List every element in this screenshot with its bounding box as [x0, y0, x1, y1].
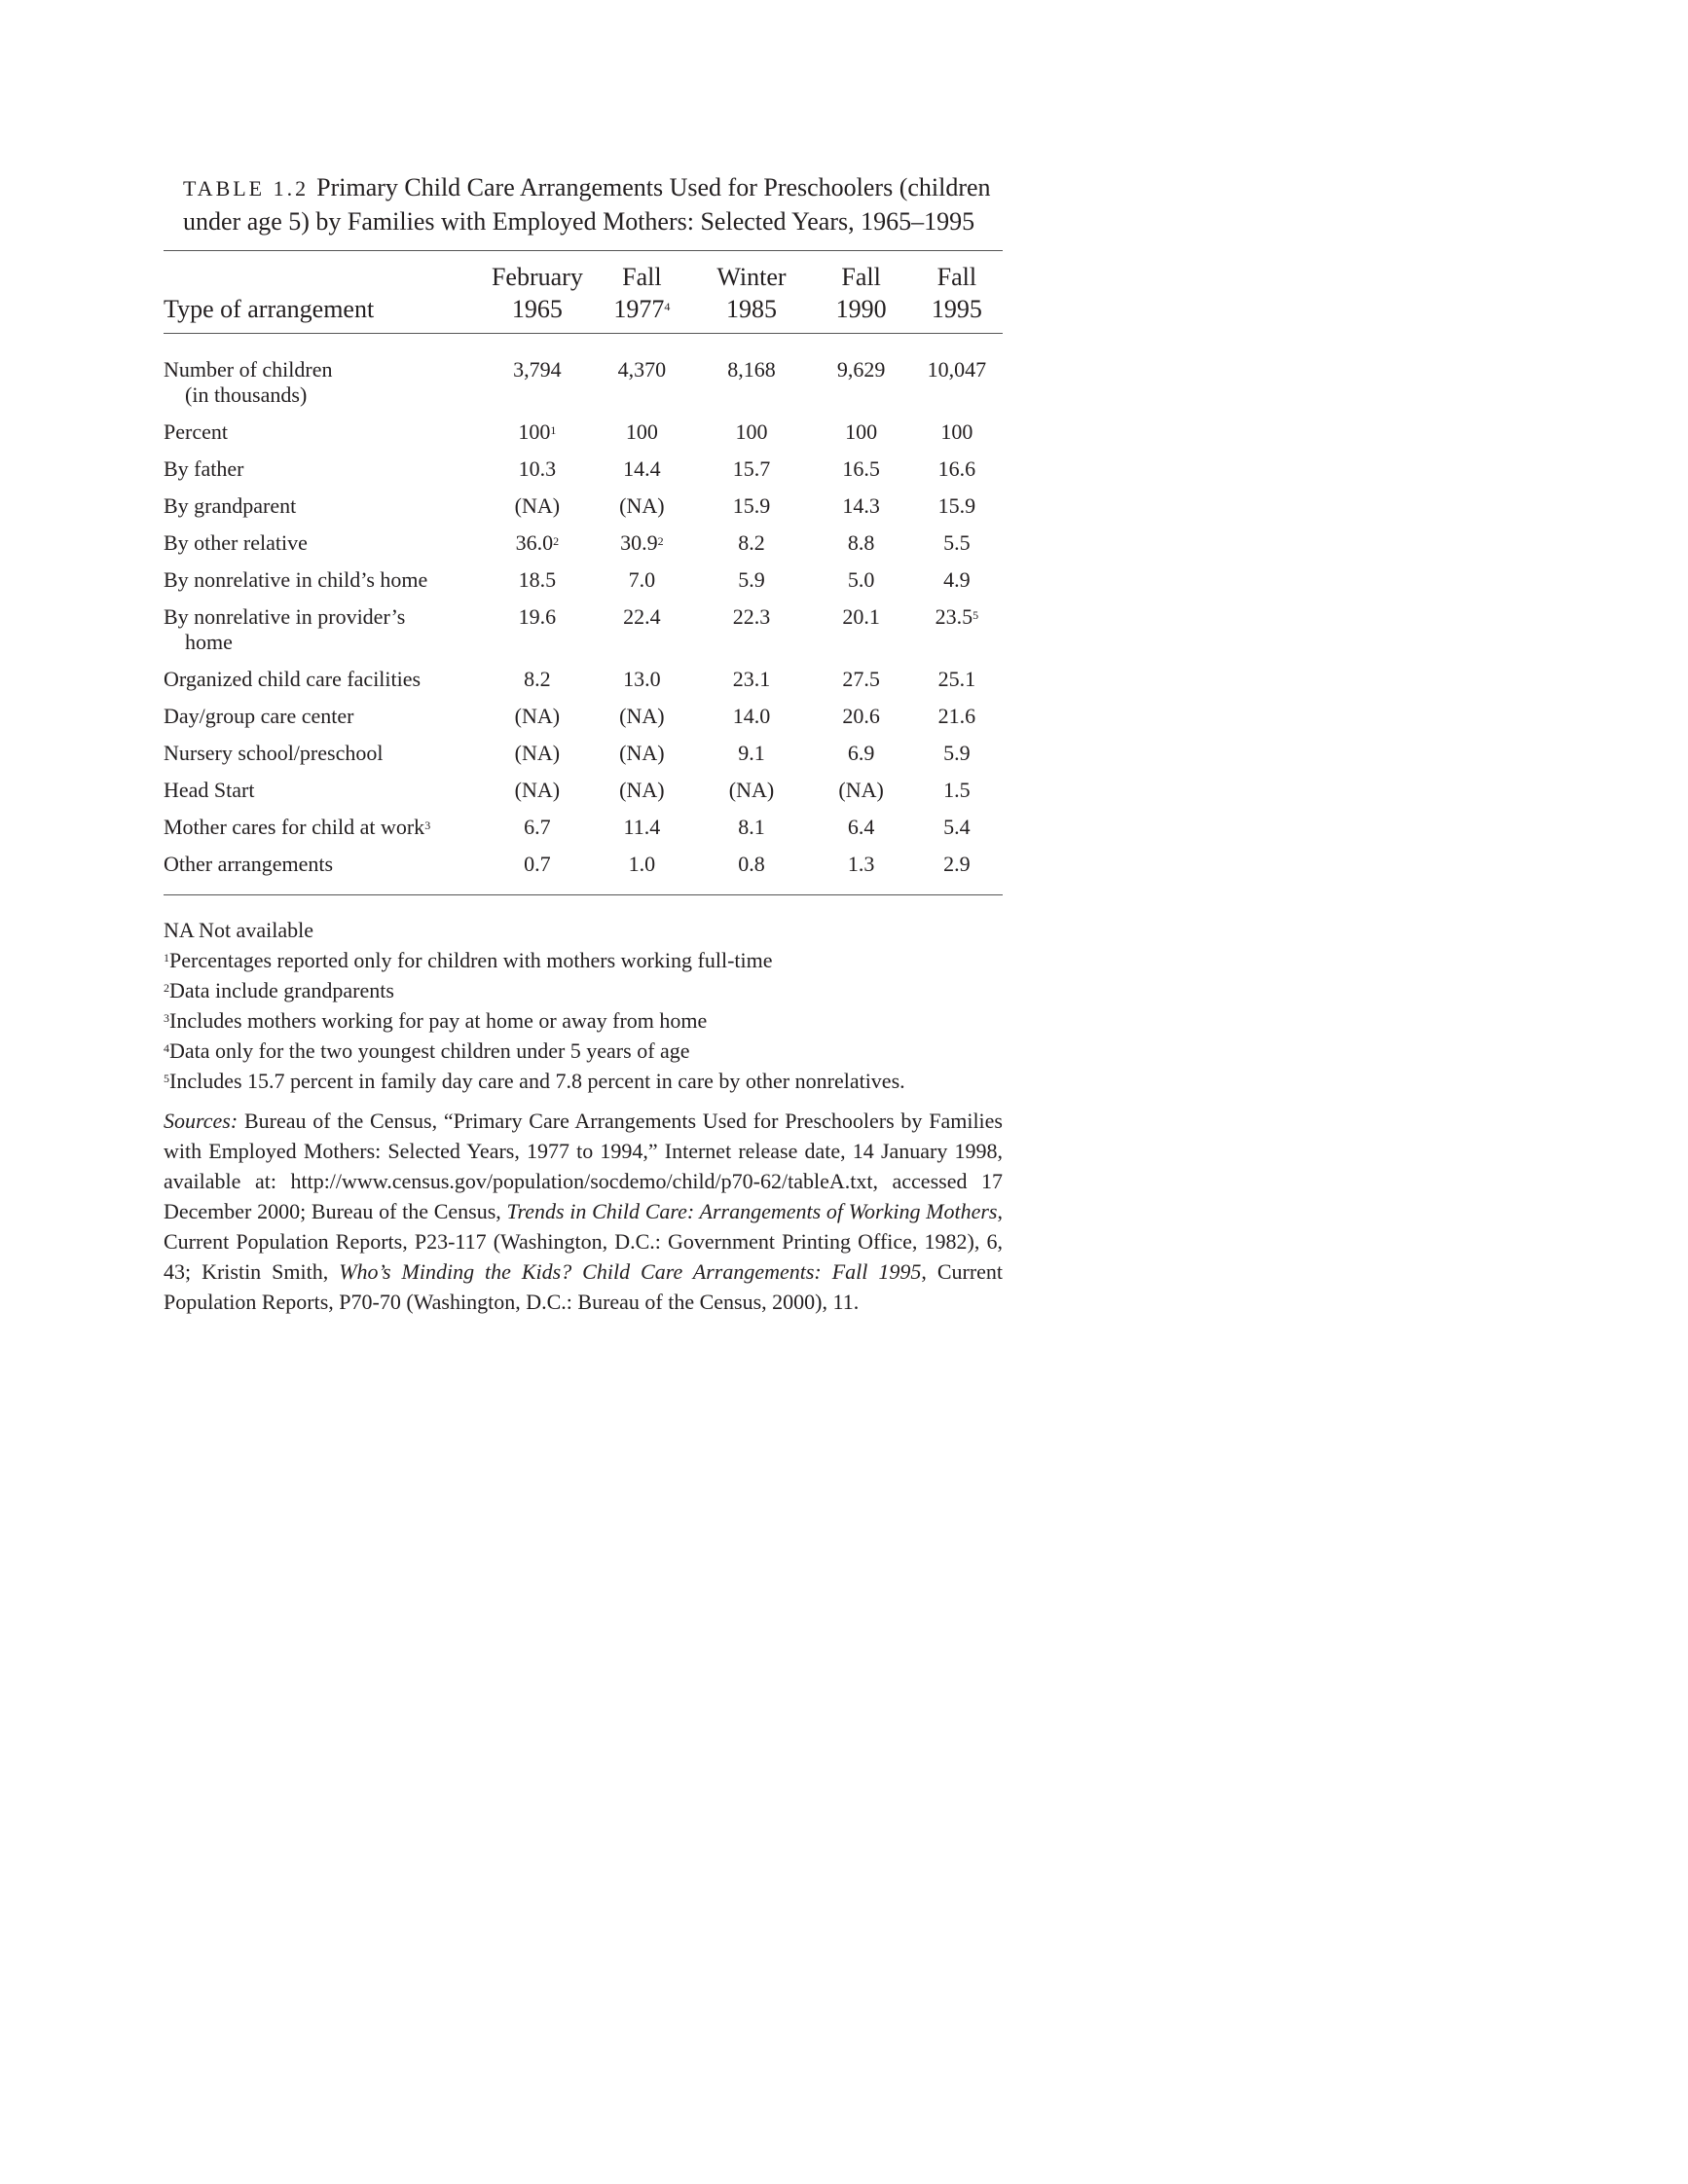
table-cell: 19.6	[518, 604, 557, 629]
table-cell: (NA)	[728, 778, 775, 802]
table-cell: 10,047	[927, 357, 987, 382]
row-label: Head Start	[164, 778, 255, 802]
table-notes	[164, 915, 1003, 1096]
table-label: TABLE 1.2	[183, 176, 310, 200]
row-label: By nonrelative in provider’s home	[164, 604, 406, 654]
table-cell: 0.7	[524, 852, 551, 876]
table-cell: 30.9$^2$	[620, 530, 664, 555]
table-cell: 14.4	[623, 456, 661, 481]
table-cell: 8.2	[738, 530, 765, 555]
table-cell: 15.9	[732, 493, 771, 518]
table-cell: 3,794	[513, 357, 562, 382]
table-cell: 36.0$^2$	[515, 530, 560, 555]
table-row	[164, 525, 1003, 562]
column-header-feb-1965: February 1965	[491, 263, 583, 323]
table-caption	[164, 171, 1003, 238]
table-cell: 1.5	[943, 778, 971, 802]
table-row	[164, 735, 1003, 772]
row-label: Mother cares for child at work$^3$	[164, 815, 431, 839]
table-cell: 8.2	[524, 667, 551, 691]
table-cell: 22.4	[623, 604, 661, 629]
table-row	[164, 599, 1003, 661]
sources-title-1: Trends in Child Care: Arrangements of Working Mothers	[506, 1199, 998, 1223]
column-header-fall-1995: Fall 1995	[931, 263, 982, 323]
table-row	[164, 772, 1003, 809]
table-cell: 25.1	[937, 667, 976, 691]
table-cell: 4.9	[943, 567, 971, 592]
table-cell: 9,629	[836, 357, 886, 382]
row-label: Percent	[164, 419, 228, 444]
table-cell: 100	[940, 419, 973, 444]
sources-title-2: Who’s Minding the Kids? Child Care Arrangements: Fall 1995	[339, 1259, 922, 1284]
sources-label: Sources:	[164, 1109, 239, 1133]
table-cell: 20.6	[842, 704, 880, 728]
column-header-fall-1990: Fall 1990	[835, 263, 887, 323]
table-cell: (NA)	[838, 778, 884, 802]
table-cell: 6.4	[847, 815, 875, 839]
table-cell: 8.8	[847, 530, 875, 555]
table-cell: 6.9	[847, 741, 875, 765]
footnote: NA Not available	[164, 918, 313, 942]
table-cell: 21.6	[937, 704, 976, 728]
table-cell: 9.1	[738, 741, 765, 765]
row-label: By grandparent	[164, 493, 297, 518]
table-cell: 0.8	[738, 852, 765, 876]
table-row	[164, 334, 1003, 414]
row-label: Number of children (in thousands)	[164, 357, 333, 407]
table-cell: 7.0	[628, 567, 656, 592]
table-cell: 15.9	[937, 493, 976, 518]
table-header-row	[164, 251, 1003, 333]
table-row	[164, 562, 1003, 599]
row-label: Nursery school/preschool	[164, 741, 384, 765]
table-cell: (NA)	[514, 493, 561, 518]
table-cell: 10.3	[518, 456, 557, 481]
table-title-line2: under age 5) by Families with Employed Mothers: Selected Years, 1965–1995	[183, 207, 975, 236]
footnote: $^5$Includes 15.7 percent in family day care and 7.8 percent in care by other nonrelatives.	[164, 1069, 905, 1093]
table-row	[164, 698, 1003, 735]
table-cell: (NA)	[619, 741, 665, 765]
child-care-table	[164, 251, 1003, 894]
table-cell: 1.0	[628, 852, 656, 876]
table-cell: (NA)	[619, 778, 665, 802]
sources-paragraph	[164, 1106, 1003, 1317]
table-row	[164, 488, 1003, 525]
table-cell: (NA)	[514, 704, 561, 728]
table-cell: 22.3	[732, 604, 771, 629]
row-label: By father	[164, 456, 244, 481]
sources-text-1: Bureau of the Census, “Primary Care Arrangements Used for Preschoolers by Families with Employed Mothers: Selected Years, 1977 to 1994,” Internet release date, 14 January 1998, available at: http://www.census.gov/population/socdemo/child/p70-62/tableA.txt, accessed 17 December 2000; Bureau of the Census,	[164, 1109, 1003, 1223]
table-cell: 100	[625, 419, 658, 444]
table-cell: 5.9	[943, 741, 971, 765]
table-cell: 15.7	[732, 456, 771, 481]
sources-text-3: , Current Population Reports, P70-70 (Washington, D.C.: Bureau of the Census, 2000), 11.	[164, 1259, 1004, 1314]
table-cell: $100^1$	[518, 419, 557, 444]
row-label: By nonrelative in child’s home	[164, 567, 428, 592]
table-cell: 23.5$^5$	[935, 604, 979, 629]
row-label: By other relative	[164, 530, 308, 555]
table-cell: (NA)	[619, 704, 665, 728]
table-cell: 14.3	[842, 493, 880, 518]
table-cell: 14.0	[732, 704, 771, 728]
column-header-fall-1977: Fall 1977$^4$	[613, 263, 671, 323]
table-cell: 100	[735, 419, 768, 444]
table-body	[164, 334, 1003, 894]
table-row	[164, 661, 1003, 698]
table-cell: 5.0	[847, 567, 875, 592]
footnote: $^4$Data only for the two youngest children under 5 years of age	[164, 1038, 690, 1063]
table-cell: 18.5	[518, 567, 557, 592]
table-cell: 11.4	[623, 815, 661, 839]
table-cell: 16.5	[842, 456, 880, 481]
table-cell: 16.6	[937, 456, 976, 481]
table-cell: 6.7	[524, 815, 551, 839]
table-cell: 23.1	[732, 667, 771, 691]
table-cell: (NA)	[619, 493, 665, 518]
table-title-line1: Primary Child Care Arrangements Used for Preschoolers (children	[316, 173, 991, 201]
row-label: Other arrangements	[164, 852, 334, 876]
table-cell: (NA)	[514, 778, 561, 802]
column-header-winter-1985: Winter 1985	[716, 263, 787, 323]
table-cell: 100	[845, 419, 878, 444]
table-cell: 1.3	[847, 852, 875, 876]
table-cell: 4,370	[617, 357, 667, 382]
table-row	[164, 846, 1003, 894]
table-cell: 5.9	[738, 567, 765, 592]
bottom-rule	[164, 894, 1003, 895]
table-cell: 2.9	[943, 852, 971, 876]
table-row	[164, 414, 1003, 451]
document-page	[164, 171, 1003, 1317]
table-cell: 5.5	[943, 530, 971, 555]
footnote: $^2$Data include grandparents	[164, 978, 394, 1002]
row-label: Organized child care facilities	[164, 667, 422, 691]
table-cell: 5.4	[943, 815, 971, 839]
sources-text-2: , Current Population Reports, P23-117 (Washington, D.C.: Government Printing Office, 1982), 6, 43; Kristin Smith,	[164, 1199, 1003, 1284]
footnote: $^3$Includes mothers working for pay at home or away from home	[164, 1008, 708, 1033]
table-cell: 8,168	[727, 357, 776, 382]
table-cell: 13.0	[623, 667, 661, 691]
footnote: $^1$Percentages reported only for children with mothers working full-time	[164, 948, 773, 972]
row-label: Day/group care center	[164, 704, 354, 728]
table-row	[164, 451, 1003, 488]
type-of-arrangement-header: Type of arrangement	[164, 295, 375, 323]
table-cell: (NA)	[514, 741, 561, 765]
table-cell: 8.1	[738, 815, 765, 839]
table-row	[164, 809, 1003, 846]
table-cell: 27.5	[842, 667, 880, 691]
table-cell: 20.1	[842, 604, 880, 629]
